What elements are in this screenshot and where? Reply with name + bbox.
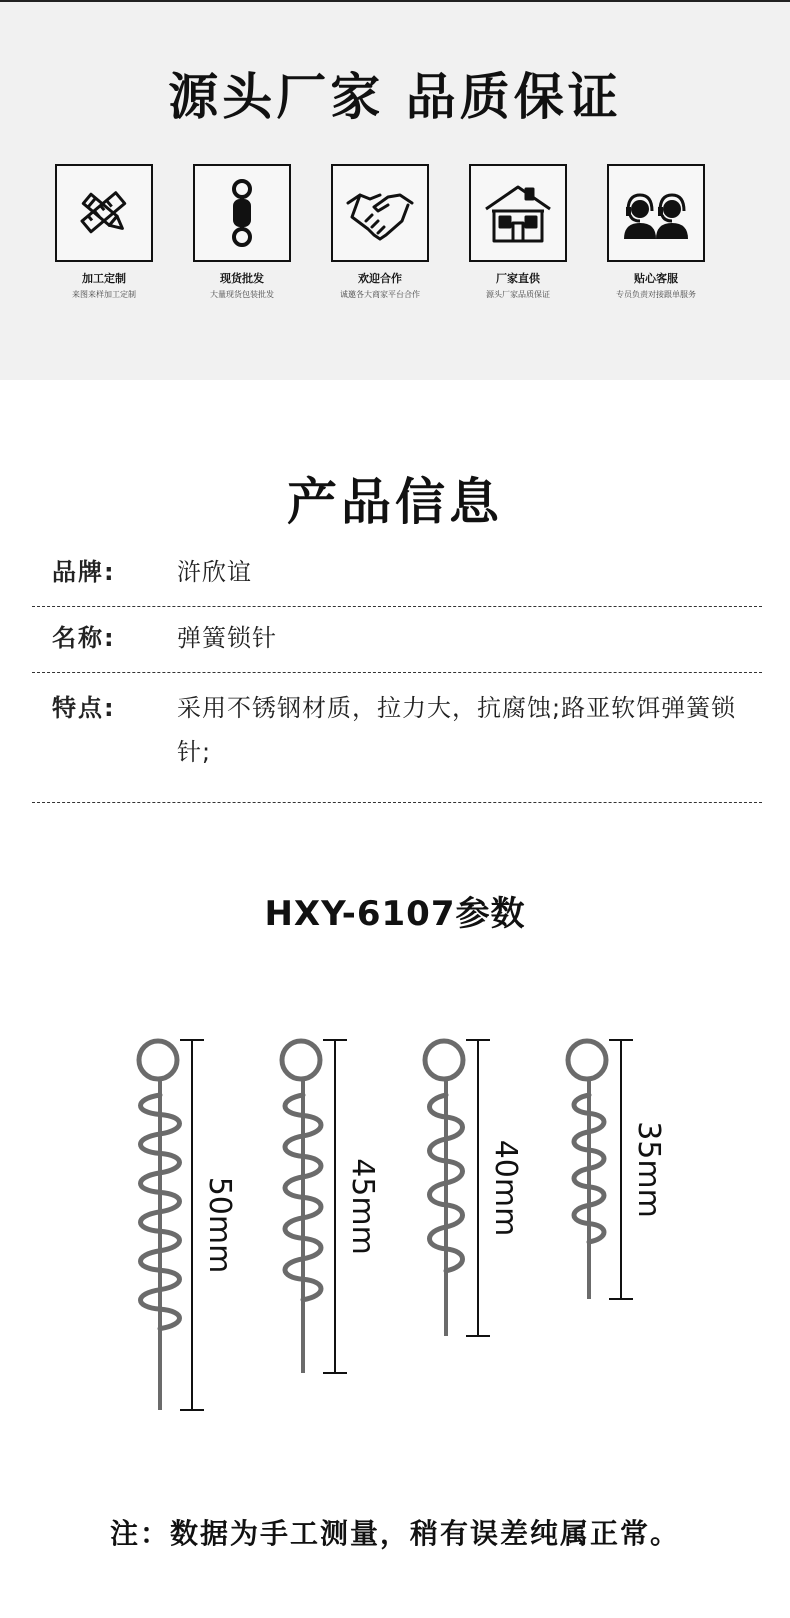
- info-label: 特点:: [52, 694, 116, 722]
- customer-service-icon: [620, 177, 692, 249]
- info-value: 采用不锈钢材质，拉力大，抗腐蚀;路亚软饵弹簧锁针;: [177, 694, 737, 766]
- feature-icon-box: [331, 164, 429, 262]
- spring-eye: [425, 1041, 463, 1079]
- dimension-label: 40mm: [488, 1139, 523, 1237]
- feature-icon-box: [193, 164, 291, 262]
- spring-pin: [425, 1041, 463, 1336]
- product-info-table: [32, 545, 762, 803]
- measurement-note: 注：数据为手工测量，稍有误差纯属正常。: [109, 1517, 680, 1550]
- info-value: 浒欣谊: [177, 558, 252, 586]
- info-row-name: [32, 607, 762, 673]
- tools-icon: [68, 177, 140, 249]
- feature-title: 贴心客服: [634, 272, 678, 285]
- feature-item: [586, 164, 726, 300]
- feature-subtitle: 来图来样加工定制: [72, 290, 136, 299]
- info-label: 品牌:: [52, 558, 116, 586]
- feature-item: [310, 164, 450, 300]
- info-row-features: [32, 673, 762, 803]
- spring-eye: [282, 1041, 320, 1079]
- feature-subtitle: 源头厂家品质保证: [486, 290, 550, 299]
- spring-eye: [139, 1041, 177, 1079]
- dimension-line: [609, 1040, 633, 1299]
- dimension-line: [323, 1040, 347, 1373]
- feature-item: [34, 164, 174, 300]
- feature-title: 加工定制: [82, 272, 126, 285]
- spring-pin: [568, 1041, 606, 1299]
- feature-icon-box: [607, 164, 705, 262]
- info-value: 弹簧锁针: [177, 624, 277, 652]
- feature-list: [55, 164, 735, 304]
- dimension-label: 35mm: [631, 1121, 666, 1218]
- banner-title: 源头厂家 品质保证: [168, 68, 622, 126]
- dimension-label: 45mm: [345, 1158, 380, 1255]
- spring-pin: [282, 1041, 321, 1373]
- spring-eye: [568, 1041, 606, 1079]
- feature-title: 厂家直供: [496, 272, 540, 285]
- swivel-icon: [206, 177, 278, 249]
- dimension-line: [180, 1040, 204, 1410]
- feature-subtitle: 诚邀各大商家平台合作: [340, 290, 420, 299]
- feature-icon-box: [55, 164, 153, 262]
- feature-item: [172, 164, 312, 300]
- product-info-title: 产品信息: [287, 473, 503, 531]
- feature-subtitle: 专员负责对接跟单服务: [616, 290, 696, 299]
- spring-pin: [139, 1041, 180, 1410]
- info-label: 名称:: [52, 624, 116, 652]
- feature-subtitle: 大量现货包装批发: [210, 290, 274, 299]
- feature-title: 欢迎合作: [358, 272, 402, 285]
- feature-icon-box: [469, 164, 567, 262]
- dimension-label: 50mm: [202, 1176, 237, 1274]
- dimension-line: [466, 1040, 490, 1336]
- top-banner: [0, 0, 790, 380]
- feature-item: [448, 164, 588, 300]
- factory-house-icon: [482, 177, 554, 249]
- feature-title: 现货批发: [220, 272, 264, 285]
- params-title: HXY-6107参数: [264, 894, 526, 934]
- handshake-icon: [344, 177, 416, 249]
- spring-size-illustration: [0, 1020, 790, 1440]
- info-row-brand: [32, 545, 762, 607]
